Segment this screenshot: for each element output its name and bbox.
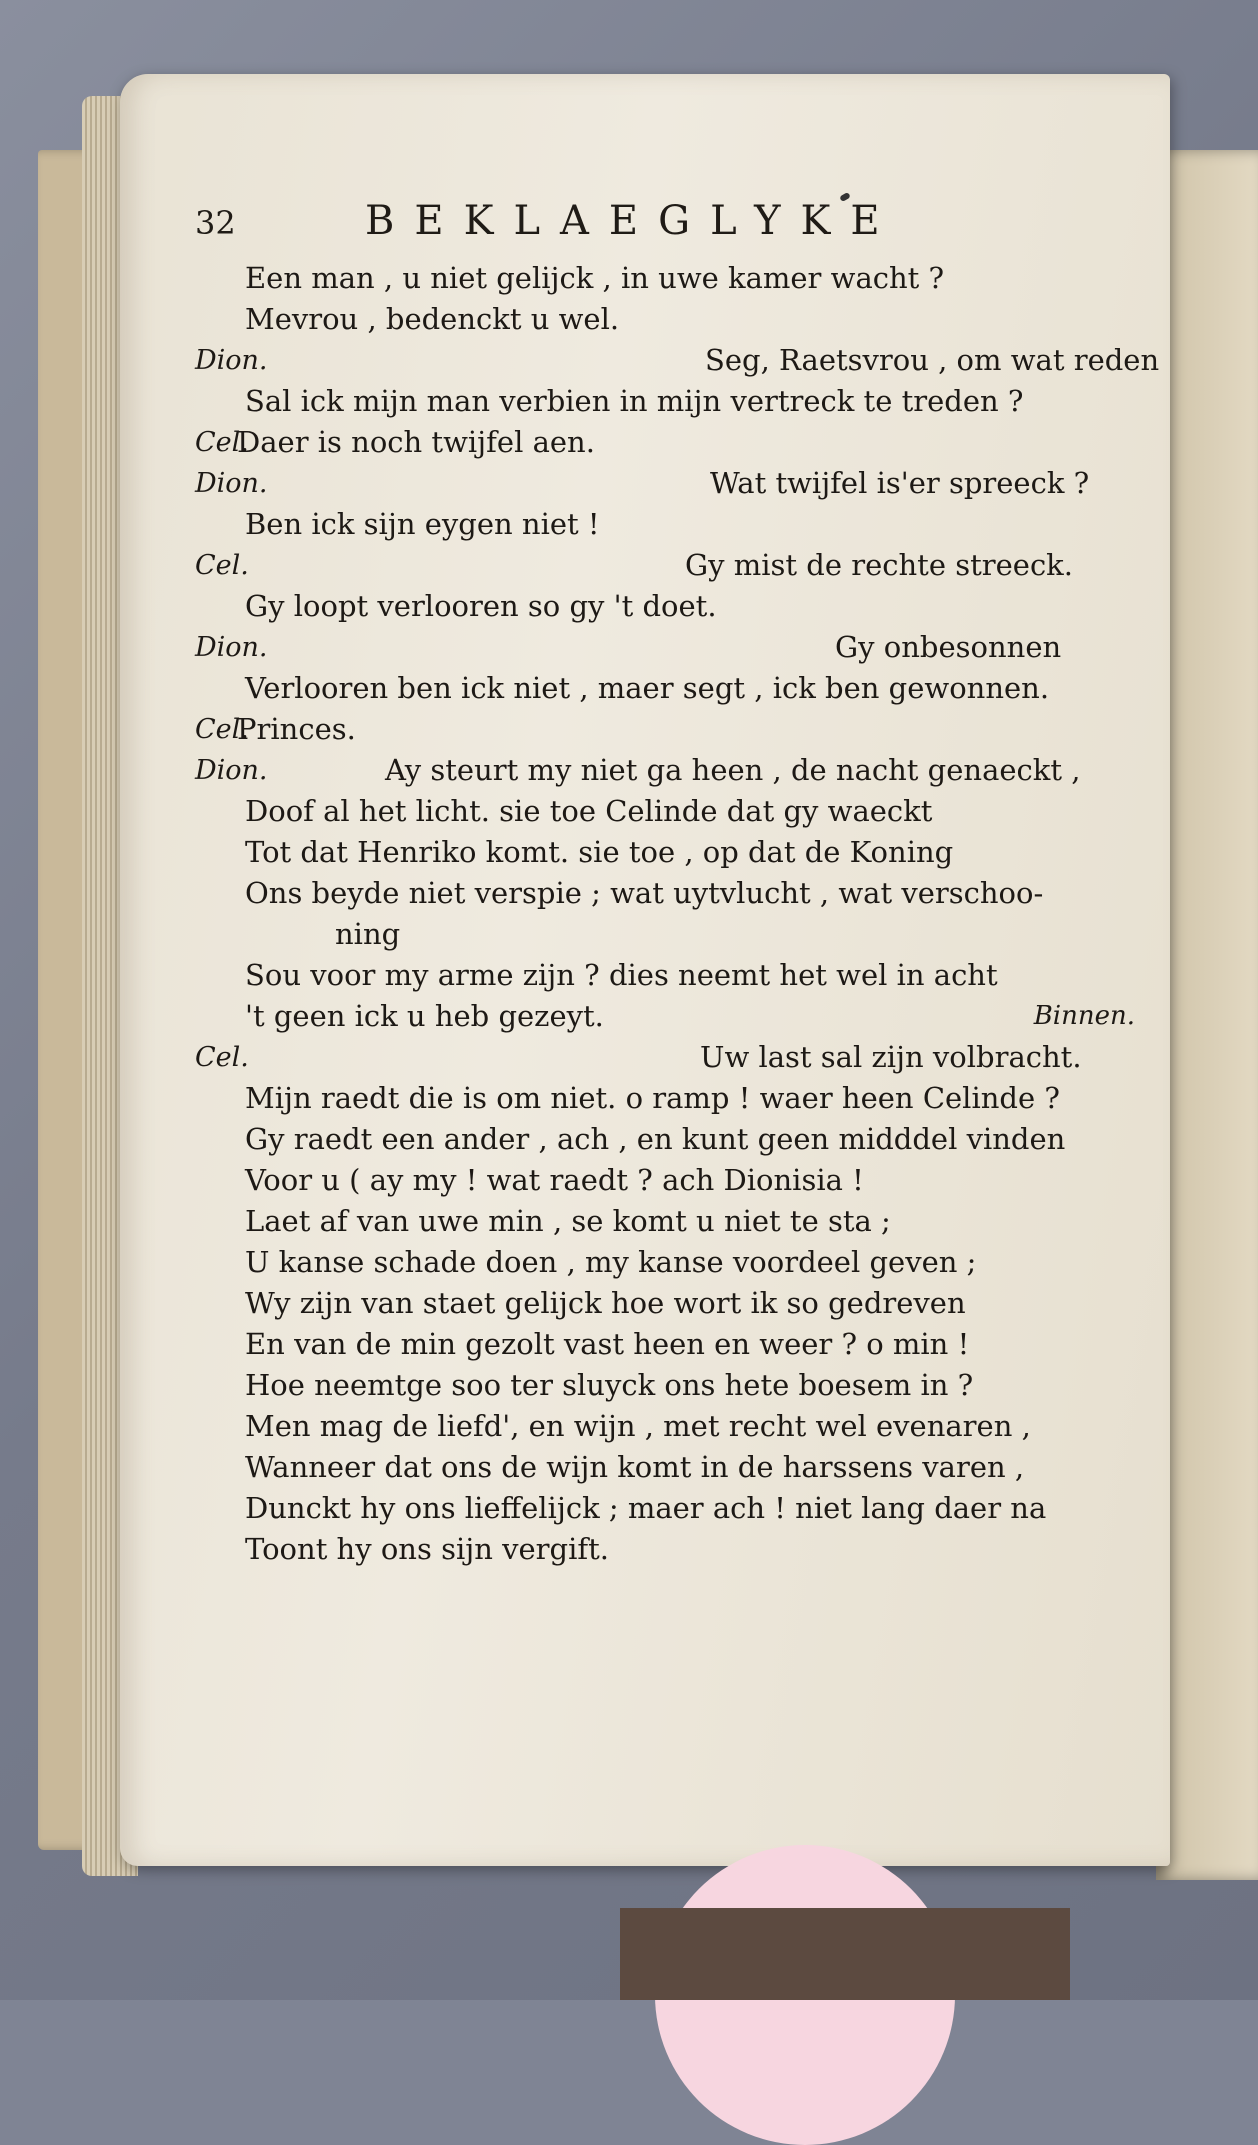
verse-line (195, 914, 1175, 955)
verse-line (195, 1201, 1175, 1242)
verse-line (195, 791, 1175, 832)
speaker-label: Cel. (195, 1042, 249, 1073)
verse-line (195, 668, 1175, 709)
verse-text-line: Laet af van uwe min , se komt u niet te sta ; (245, 1204, 891, 1238)
verse-line (195, 299, 1175, 340)
verse-text-line: Verlooren ben ick niet , maer segt , ick ben gewonnen. (245, 671, 1050, 705)
page-number: 32 (195, 204, 236, 242)
verse-text-line: Gy onbesonnen (835, 630, 1062, 664)
verse-text-line: Wanneer dat ons de wijn komt in de harssens varen , (245, 1450, 1025, 1484)
verse-line (195, 1242, 1175, 1283)
verse-text-line: Princes. (237, 712, 356, 746)
verse-text-line: Toont hy ons sijn vergift. (245, 1532, 609, 1566)
verse-line (195, 627, 1175, 668)
verse-text-line: Wat twijfel is'er spreeck ? (710, 466, 1090, 500)
speaker-label: Dion. (195, 468, 268, 499)
verse-text-line: Gy loopt verlooren so gy 't doet. (245, 589, 717, 623)
verse-text-line: Ben ick sijn eygen niet ! (245, 507, 600, 541)
verse-line (195, 1160, 1175, 1201)
verse-line (195, 545, 1175, 586)
verse-text-line: ning (335, 917, 401, 951)
verse-line (195, 1488, 1175, 1529)
verse-text-line: Uw last sal zijn volbracht. (700, 1040, 1082, 1074)
verse-line (195, 258, 1175, 299)
verse-text-line: Mevrou , bedenckt u wel. (245, 302, 620, 336)
verse-line (195, 873, 1175, 914)
speaker-label: Cel. (195, 427, 249, 458)
verse-line (195, 832, 1175, 873)
verse-text-line: Men mag de liefd', en wijn , met recht wel evenaren , (245, 1409, 1031, 1443)
brown-block-overlay (620, 1908, 1070, 2000)
verse-text-line: Ons beyde niet verspie ; wat uytvlucht , wat verschoo- (245, 876, 1044, 910)
verse-line (195, 1037, 1175, 1078)
verse-text-line: Daer is noch twijfel aen. (237, 425, 595, 459)
verse-line (195, 1283, 1175, 1324)
verse-line (195, 955, 1175, 996)
verse-text (195, 258, 1175, 1570)
speaker-label: Dion. (195, 755, 268, 786)
verse-line (195, 504, 1175, 545)
verse-line (195, 996, 1175, 1037)
verse-line (195, 1365, 1175, 1406)
verse-text-line: Sou voor my arme zijn ? dies neemt het wel in acht (245, 958, 998, 992)
verse-text-line: Sal ick mijn man verbien in mijn vertreck te treden ? (245, 384, 1024, 418)
verse-line (195, 750, 1175, 791)
verse-text-line: Seg, Raetsvrou , om wat reden (705, 343, 1160, 377)
verse-text-line: Hoe neemtge soo ter sluyck ons hete boesem in ? (245, 1368, 974, 1402)
speaker-label: Dion. (195, 345, 268, 376)
verse-text-line: Een man , u niet gelijck , in uwe kamer wacht ? (245, 261, 945, 295)
verse-text-line: Gy raedt een ander , ach , en kunt geen midddel vinden (245, 1122, 1066, 1156)
verse-text-line: Dunckt hy ons lieffelijck ; maer ach ! niet lang daer na (245, 1491, 1047, 1525)
running-title: BEKLAEGLYKE (365, 198, 900, 244)
verse-text-line: Mijn raedt die is om niet. o ramp ! waer heen Celinde ? (245, 1081, 1060, 1115)
verse-line (195, 381, 1175, 422)
verse-text-line: Tot dat Henriko komt. sie toe , op dat de Koning (245, 835, 954, 869)
verse-line (195, 1119, 1175, 1160)
speaker-label: Cel. (195, 550, 249, 581)
verse-line (195, 1324, 1175, 1365)
verse-line (195, 1529, 1175, 1570)
verse-line (195, 709, 1175, 750)
verse-line (195, 422, 1175, 463)
verse-text-line: Wy zijn van staet gelijck hoe wort ik so gedreven (245, 1286, 966, 1320)
verse-text-line: Gy mist de rechte streeck. (685, 548, 1073, 582)
verse-line (195, 586, 1175, 627)
verse-line (195, 1447, 1175, 1488)
speaker-label: Cel. (195, 714, 249, 745)
page-header (195, 198, 1015, 244)
verse-line (195, 1406, 1175, 1447)
verse-line (195, 463, 1175, 504)
verse-text-line: Ay steurt my niet ga heen , de nacht genaeckt , (385, 753, 1081, 787)
verse-text-line: Voor u ( ay my ! wat raedt ? ach Dionisia ! (245, 1163, 864, 1197)
stage-direction: Binnen. (1033, 1001, 1135, 1031)
verse-line (195, 1078, 1175, 1119)
verse-line (195, 340, 1175, 381)
verse-text-line: U kanse schade doen , my kanse voordeel geven ; (245, 1245, 977, 1279)
speaker-label: Dion. (195, 632, 268, 663)
verse-text-line: Doof al het licht. sie toe Celinde dat gy waeckt (245, 794, 933, 828)
verse-text-line: 't geen ick u heb gezeyt. (245, 999, 604, 1033)
verse-text-line: En van de min gezolt vast heen en weer ? o min ! (245, 1327, 970, 1361)
